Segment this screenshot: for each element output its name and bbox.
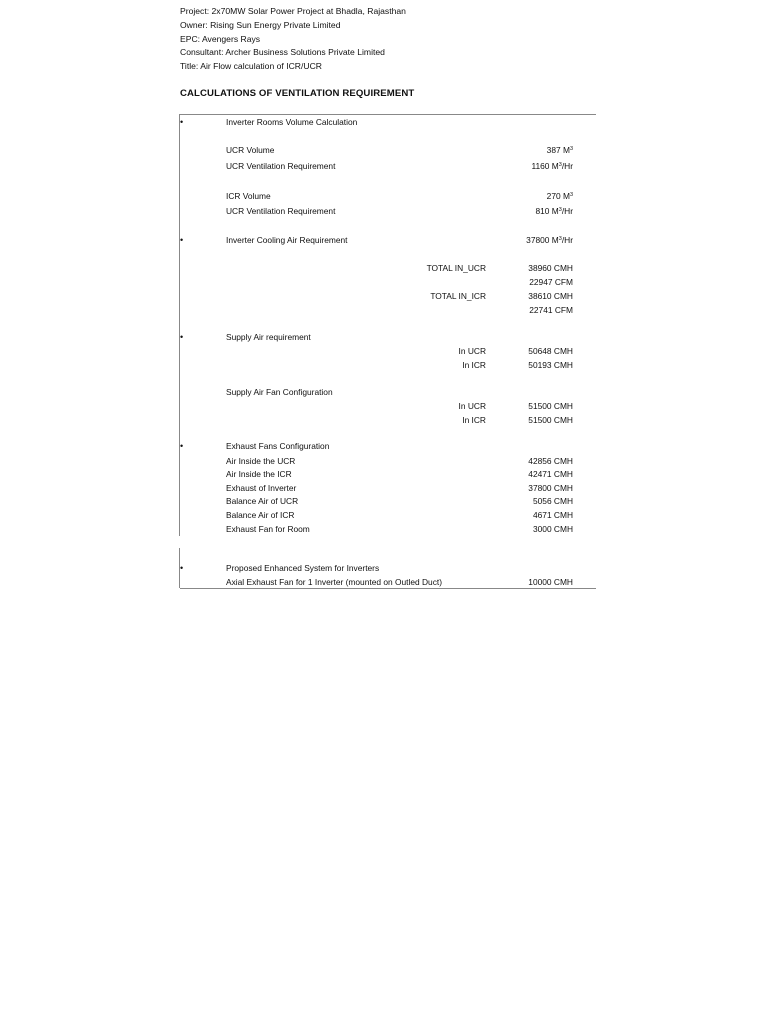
table-bottom-border xyxy=(180,588,596,589)
req-in-ucr-label: In UCR xyxy=(458,346,486,356)
ucr-ventilation-value: 1160 $M^3/Hr$ xyxy=(531,161,573,171)
project-line: Project: 2x70MW Solar Power Project at Bhadla, Rajasthan xyxy=(180,6,406,16)
bullet-5: • xyxy=(180,563,184,573)
balance-air-icr-value: 4671 CMH xyxy=(532,510,573,520)
epc-line: EPC: Avengers Rays xyxy=(180,34,261,44)
fan-in-icr-label: In ICR xyxy=(462,415,486,425)
supply-air-requirement-label: Supply Air requirement xyxy=(226,332,311,342)
req-in-icr-label: In ICR xyxy=(462,360,486,370)
proposed-system-label: Proposed Enhanced System for Inverters xyxy=(226,563,380,573)
air-inside-ucr-label: Air Inside the UCR xyxy=(226,456,296,466)
ucr-volume-value: 387 $M^3$ xyxy=(546,145,573,155)
balance-air-ucr-label: Balance Air of UCR xyxy=(226,496,299,506)
axial-exhaust-fan-value: 10000 CMH xyxy=(528,577,573,587)
bullet-3: • xyxy=(180,332,184,342)
total-in-icr-cfm: 22741 CFM xyxy=(529,305,573,315)
owner-line: Owner: Rising Sun Energy Private Limited xyxy=(180,20,341,30)
air-inside-ucr-value: 42856 CMH xyxy=(528,456,573,466)
table-top-border xyxy=(180,114,596,115)
fan-in-icr-value: 51500 CMH xyxy=(528,415,573,425)
air-inside-icr-label: Air Inside the ICR xyxy=(226,469,292,479)
inverter-rooms-volume-heading: Inverter Rooms Volume Calculation xyxy=(226,117,358,127)
fan-in-ucr-value: 51500 CMH xyxy=(528,401,573,411)
consultant-line: Consultant: Archer Business Solutions Private Limited xyxy=(180,47,385,57)
total-in-ucr-cfm: 22947 CFM xyxy=(529,277,573,287)
balance-air-ucr-value: 5056 CMH xyxy=(532,496,573,506)
icr-volume-label: ICR Volume xyxy=(226,191,271,201)
total-in-icr-label: TOTAL IN_ICR xyxy=(430,291,486,301)
fan-in-ucr-label: In UCR xyxy=(458,401,486,411)
axial-exhaust-fan-label: Axial Exhaust Fan for 1 Inverter (mounted on Outled Duct) xyxy=(226,577,442,587)
ucr-ventilation-label: UCR Ventilation Requirement xyxy=(226,161,336,171)
exhaust-fans-config-label: Exhaust Fans Configuration xyxy=(226,441,330,451)
req-in-icr-value: 50193 CMH xyxy=(528,360,573,370)
balance-air-icr-label: Balance Air of ICR xyxy=(226,510,295,520)
total-in-icr-cmh: 38610 CMH xyxy=(528,291,573,301)
supply-fan-config-label: Supply Air Fan Configuration xyxy=(226,387,333,397)
total-in-ucr-cmh: 38960 CMH xyxy=(528,263,573,273)
icr-volume-value: 270 $M^3$ xyxy=(546,191,573,201)
title-line: Title: Air Flow calculation of ICR/UCR xyxy=(180,61,322,71)
table-left-border-upper xyxy=(179,114,180,536)
section-title: CALCULATIONS OF VENTILATION REQUIREMENT xyxy=(180,88,415,99)
bullet-4: • xyxy=(180,441,184,451)
exhaust-fan-room-label: Exhaust Fan for Room xyxy=(226,524,310,534)
icr-ventilation-value: 810 $M^3/Hr$ xyxy=(535,206,573,216)
bullet-1: • xyxy=(180,117,184,127)
inverter-cooling-air-label: Inverter Cooling Air Requirement xyxy=(226,235,348,245)
inverter-cooling-air-value: 37800 $M^3/Hr$ xyxy=(526,235,573,245)
exhaust-fan-room-value: 3000 CMH xyxy=(532,524,573,534)
ucr-volume-label: UCR Volume xyxy=(226,145,275,155)
air-inside-icr-value: 42471 CMH xyxy=(528,469,573,479)
total-in-ucr-label: TOTAL IN_UCR xyxy=(426,263,486,273)
exhaust-of-inverter-label: Exhaust of Inverter xyxy=(226,483,297,493)
bullet-2: • xyxy=(180,235,184,245)
exhaust-of-inverter-value: 37800 CMH xyxy=(528,483,573,493)
icr-ventilation-label: UCR Ventilation Requirement xyxy=(226,206,336,216)
req-in-ucr-value: 50648 CMH xyxy=(528,346,573,356)
